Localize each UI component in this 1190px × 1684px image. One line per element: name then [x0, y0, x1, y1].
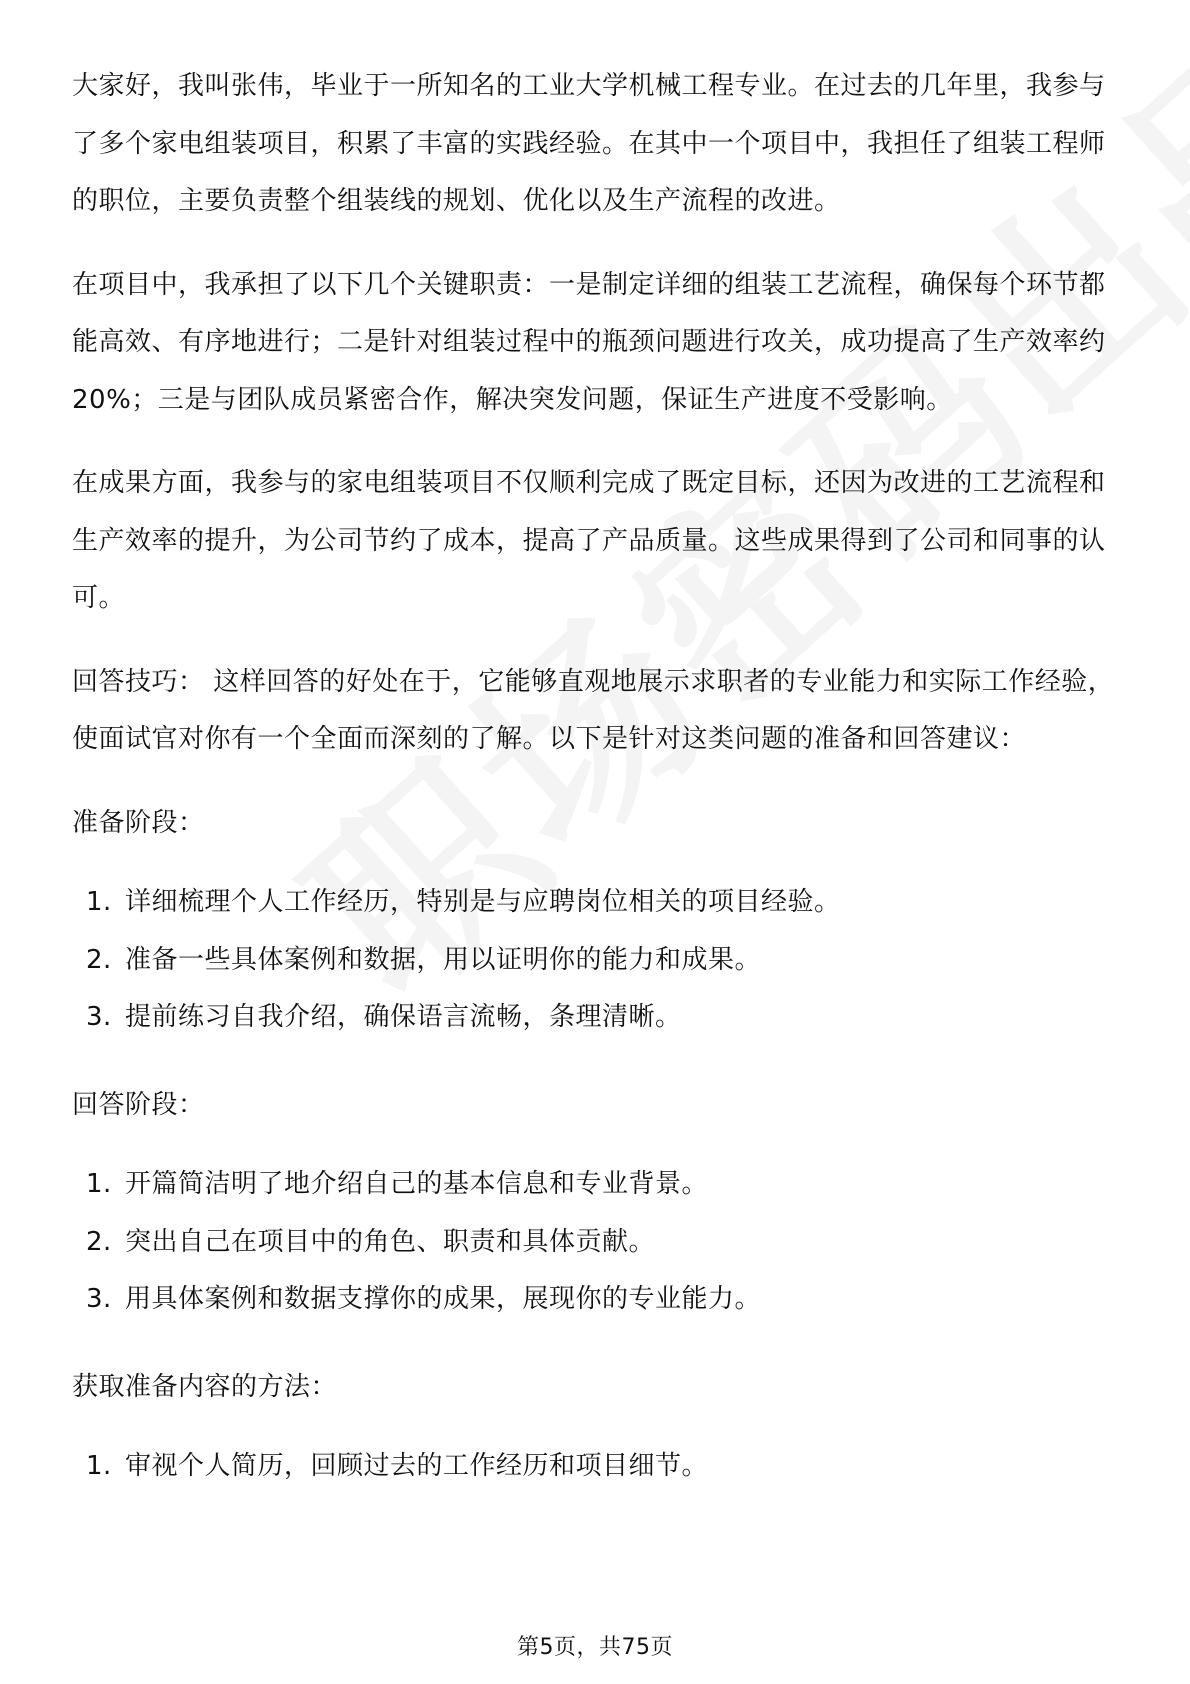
- preparation-list: [72, 874, 1122, 1047]
- list-text: 开篇简洁明了地介绍自己的基本信息和专业背景。: [125, 1169, 709, 1199]
- paragraph-responsibilities: 在项目中，我承担了以下几个关键职责：一是制定详细的组装工艺流程，确保每个环节都能高效、有序地进行；二是针对组装过程中的瓶颈问题进行攻关，成功提高了生产效率约20%；三是与团队成员紧密合作，解决突发问题，保证生产进度不受影响。: [72, 269, 1106, 415]
- list-item: [72, 1214, 1122, 1272]
- list-item: [72, 874, 1122, 932]
- list-text: 准备一些具体案例和数据，用以证明你的能力和成果。: [125, 944, 762, 975]
- list-number: 3.: [86, 1002, 112, 1032]
- list-item: [72, 989, 1122, 1047]
- list-text: 用具体案例和数据支撑你的成果，展现你的专业能力。: [125, 1284, 762, 1314]
- list-text: 突出自己在项目中的角色、职责和具体贡献。: [125, 1226, 656, 1257]
- list-item: [72, 1271, 1122, 1329]
- list-text: 详细梳理个人工作经历，特别是与应聘岗位相关的项目经验。: [125, 887, 841, 917]
- list-number: 1.: [86, 1451, 112, 1481]
- page-footer: 第5页，共75页: [517, 1635, 673, 1660]
- answering-list: [72, 1156, 1122, 1329]
- paragraph-answer-tips: 回答技巧： 这样回答的好处在于，它能够直观地展示求职者的专业能力和实际工作经验，使面试官对你有一个全面而深刻的了解。以下是针对这类问题的准备和回答建议：: [72, 666, 1115, 754]
- section-heading-preparation: 准备阶段：: [72, 807, 205, 838]
- list-item: [72, 932, 1122, 990]
- list-text: 提前练习自我介绍，确保语言流畅，条理清晰。: [125, 1002, 682, 1032]
- list-number: 2.: [86, 944, 112, 975]
- section-heading-methods: 获取准备内容的方法：: [72, 1371, 338, 1402]
- document-body: [72, 58, 1122, 1526]
- list-text: 审视个人简历，回顾过去的工作经历和项目细节。: [125, 1451, 709, 1481]
- methods-list: [72, 1438, 1122, 1496]
- paragraph-intro: 大家好，我叫张伟，毕业于一所知名的工业大学机械工程专业。在过去的几年里，我参与了多个家电组装项目，积累了丰富的实践经验。在其中一个项目中，我担任了组装工程师的职位，主要负责整个组装线的规划、优化以及生产流程的改进。: [72, 71, 1106, 216]
- list-number: 1.: [86, 887, 112, 917]
- section-heading-answering: 回答阶段：: [72, 1089, 205, 1120]
- list-number: 1.: [86, 1169, 112, 1199]
- list-number: 3.: [86, 1284, 112, 1314]
- list-item: [72, 1438, 1122, 1496]
- list-number: 2.: [86, 1226, 112, 1257]
- list-item: [72, 1156, 1122, 1214]
- paragraph-results: 在成果方面，我参与的家电组装项目不仅顺利完成了既定目标，还因为改进的工艺流程和生产效率的提升，为公司节约了成本，提高了产品质量。这些成果得到了公司和同事的认可。: [72, 468, 1106, 613]
